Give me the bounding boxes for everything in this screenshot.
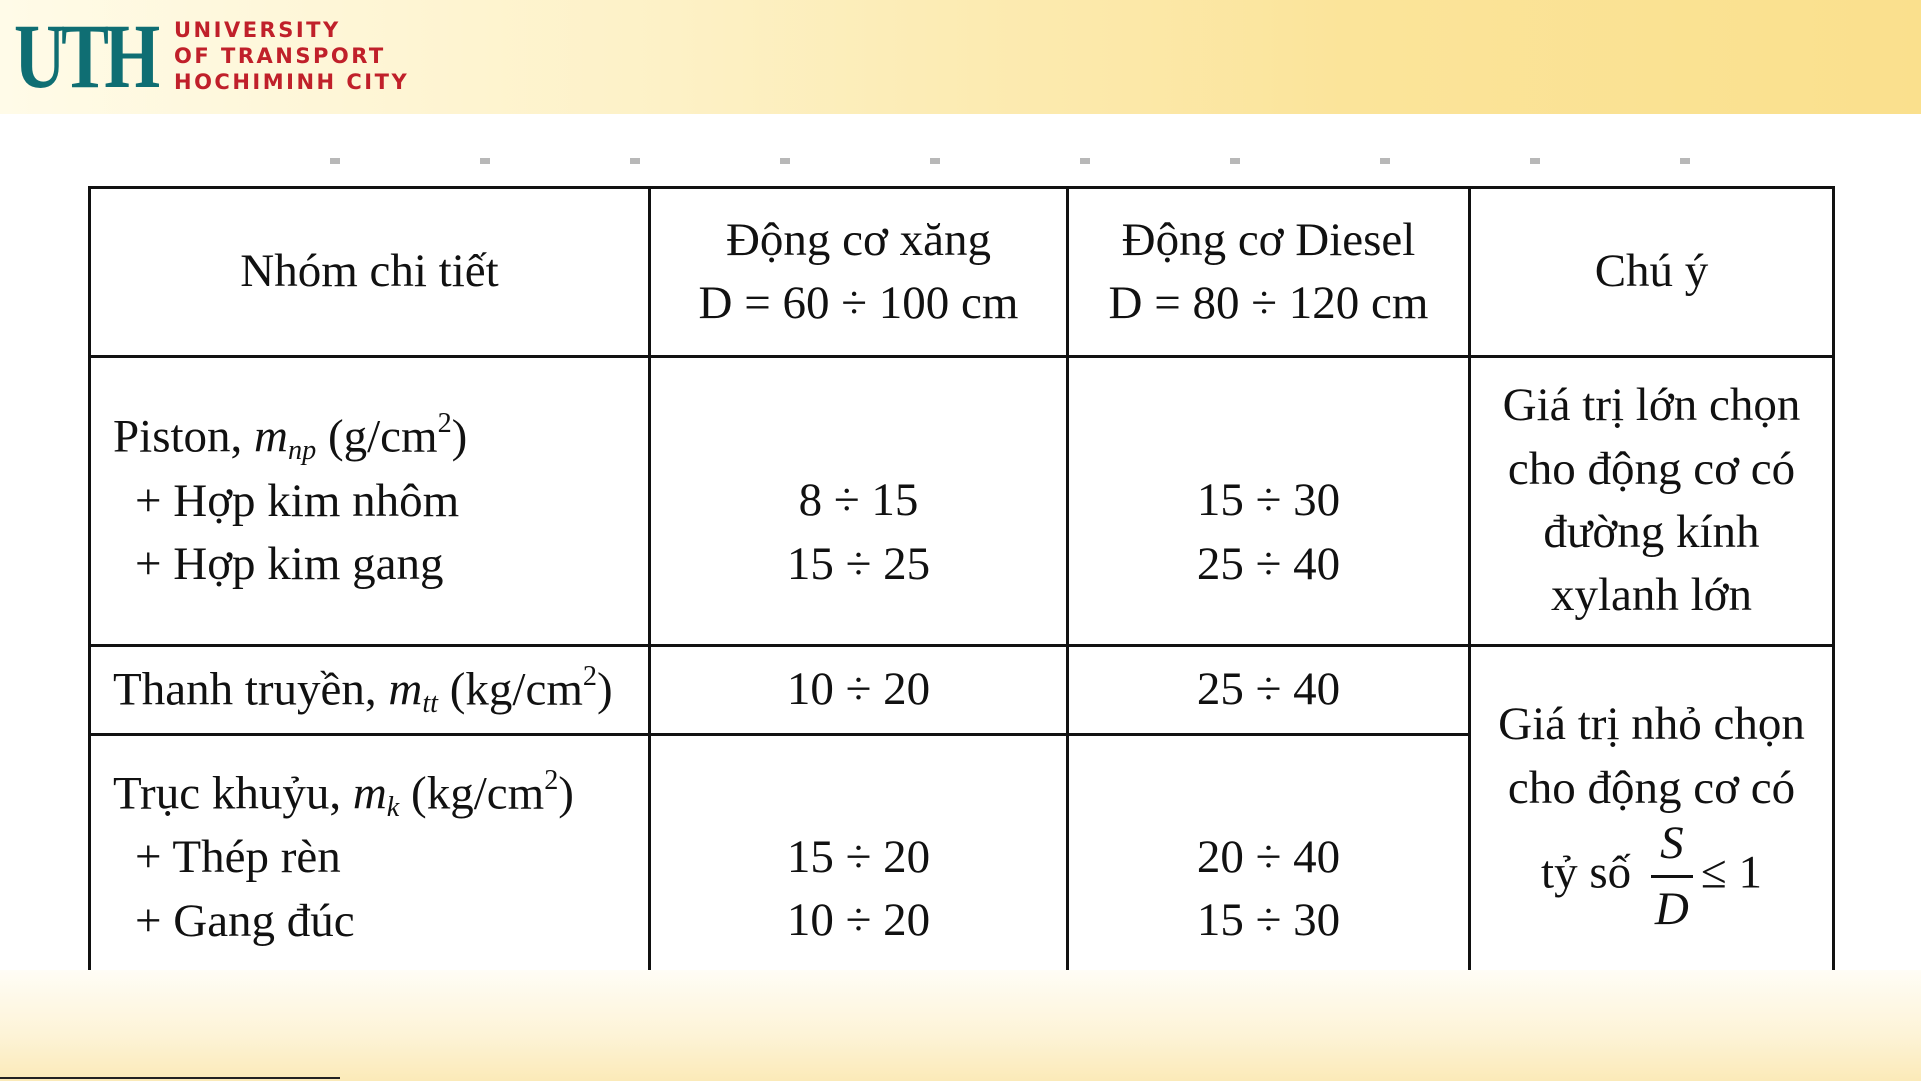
crankshaft-symbol: m xyxy=(352,767,387,820)
logo-line-3: HOCHIMINH CITY xyxy=(174,70,410,94)
header-group-label: Nhóm chi tiết xyxy=(240,245,499,298)
piston-symbol: m xyxy=(254,410,288,463)
fraction-denominator: D xyxy=(1654,882,1689,935)
rod-diesel-cell xyxy=(1068,646,1470,735)
table-header-row xyxy=(90,188,1834,357)
university-logo xyxy=(14,5,410,107)
crankshaft-petrol-forged: 15 ÷ 20 xyxy=(786,830,931,883)
piston-petrol-castiron: 15 ÷ 25 xyxy=(786,537,931,590)
crankshaft-label: Trục khuỷu, xyxy=(113,767,353,820)
rod-unit-close: ) xyxy=(597,663,613,716)
piston-petrol-aluminium: 8 ÷ 15 xyxy=(798,474,919,527)
header-petrol xyxy=(650,188,1068,357)
crankshaft-forged-label: + Thép rèn xyxy=(135,831,341,884)
header-diesel-range: D = 80 ÷ 120 cm xyxy=(1108,277,1429,329)
fraction-bar xyxy=(1651,875,1693,878)
rod-petrol-value: 10 ÷ 20 xyxy=(786,663,931,716)
crankshaft-title xyxy=(113,762,648,827)
small-note-line-1: Giá trị nhỏ chọn xyxy=(1498,698,1805,751)
piston-title xyxy=(113,405,648,470)
piston-note-cell xyxy=(1470,357,1834,646)
piston-unit-sup: 2 xyxy=(437,408,452,440)
rod-subscript: tt xyxy=(422,687,439,719)
logo-line-2: OF TRANSPORT xyxy=(174,44,386,68)
piston-label: Piston, xyxy=(113,410,255,463)
logo-line-1: UNIVERSITY xyxy=(174,18,341,42)
rod-group-cell xyxy=(90,646,650,735)
large-note-line-1: Giá trị lớn chọn xyxy=(1502,379,1801,432)
small-note-ratio xyxy=(1471,816,1832,935)
crankshaft-unit-close: ) xyxy=(558,767,574,820)
rod-label: Thanh truyền, xyxy=(113,663,389,716)
large-note-line-3: đường kính xyxy=(1543,506,1760,558)
crankshaft-group-cell xyxy=(90,735,650,981)
small-note-cell xyxy=(1470,646,1834,981)
piston-subscript: np xyxy=(288,434,317,466)
mass-table xyxy=(88,186,1835,982)
small-note-line-2: cho động cơ có xyxy=(1507,761,1796,814)
header-petrol-title: Động cơ xăng xyxy=(725,213,992,266)
crankshaft-diesel-cast: 15 ÷ 30 xyxy=(1196,894,1341,947)
crankshaft-diesel-forged: 20 ÷ 40 xyxy=(1196,830,1341,883)
piston-aluminium-label: + Hợp kim nhôm xyxy=(135,474,460,527)
logo-text xyxy=(174,17,409,95)
ratio-prefix: tỷ số xyxy=(1541,846,1643,899)
header-group xyxy=(90,188,650,357)
crankshaft-subscript: k xyxy=(386,791,400,823)
crankshaft-petrol-cast: 10 ÷ 20 xyxy=(786,894,931,947)
crankshaft-unit-sup: 2 xyxy=(544,764,559,796)
header-diesel xyxy=(1068,188,1470,357)
piston-castiron-label: + Hợp kim gang xyxy=(135,538,444,591)
crankshaft-cast-label: + Gang đúc xyxy=(135,894,355,947)
s-over-d-fraction xyxy=(1651,816,1693,935)
crankshaft-petrol-cell xyxy=(650,735,1068,981)
logo-mark: UTH xyxy=(14,5,156,107)
piston-diesel-aluminium: 15 ÷ 30 xyxy=(1196,474,1341,527)
piston-diesel-castiron: 25 ÷ 40 xyxy=(1196,537,1341,590)
table-row-piston xyxy=(90,357,1834,646)
rod-petrol-cell xyxy=(650,646,1068,735)
piston-group-cell xyxy=(90,357,650,646)
piston-diesel-cell xyxy=(1068,357,1470,646)
header-note xyxy=(1470,188,1834,357)
fraction-numerator: S xyxy=(1660,816,1684,869)
table-row-connecting-rod xyxy=(90,646,1834,735)
rod-diesel-value: 25 ÷ 40 xyxy=(1196,663,1341,716)
cropped-text-remnant xyxy=(250,158,1800,164)
large-note-line-4: xylanh lớn xyxy=(1550,569,1753,622)
header-note-label: Chú ý xyxy=(1594,245,1709,298)
header-diesel-title: Động cơ Diesel xyxy=(1121,213,1416,266)
rod-unit-sup: 2 xyxy=(582,660,597,692)
crankshaft-unit: (kg/cm xyxy=(399,767,545,820)
footer-band xyxy=(0,970,1921,1081)
piston-petrol-cell xyxy=(650,357,1068,646)
crankshaft-diesel-cell xyxy=(1068,735,1470,981)
piston-unit-close: ) xyxy=(451,410,468,463)
rod-unit: (kg/cm xyxy=(438,663,583,716)
header-petrol-range: D = 60 ÷ 100 cm xyxy=(698,277,1019,329)
ratio-suffix: ≤ 1 xyxy=(1700,846,1762,899)
footer-rule xyxy=(0,1077,340,1079)
large-note-line-2: cho động cơ có xyxy=(1507,442,1796,495)
rod-symbol: m xyxy=(388,663,423,716)
piston-unit: (g/cm xyxy=(316,410,438,463)
